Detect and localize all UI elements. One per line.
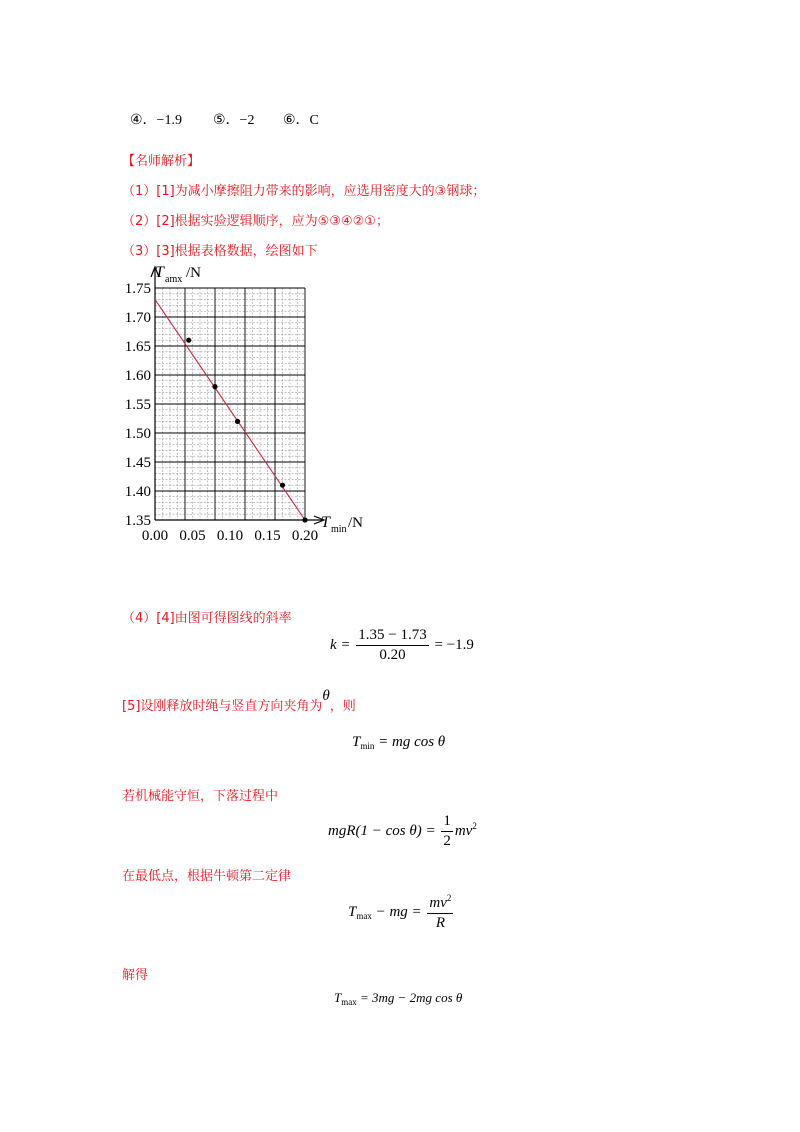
y-tick-label: 1.75: [124, 281, 151, 297]
analysis-paragraph-1: （1）[1]为减小摩擦阻力带来的影响，应选用密度大的③钢球；: [122, 184, 486, 199]
analysis-paragraph-7: 在最低点，根据牛顿第二定律: [122, 869, 292, 884]
newton-exponent: 2: [446, 893, 452, 903]
result-tmax-symbol: T: [334, 990, 342, 1005]
y-tick-label: 1.50: [124, 426, 151, 442]
answer-6: ⑥．C: [283, 113, 319, 128]
tmin-rhs: = mg cos θ: [378, 734, 446, 750]
newton-denominator: R: [435, 915, 445, 931]
newton-equation: [348, 893, 455, 932]
analysis-paragraph-6: 若机械能守恒，下落过程中: [122, 789, 279, 804]
tension-scatter-chart: [100, 255, 400, 555]
slope-denominator: 0.20: [379, 647, 406, 663]
energy-numerator: 1: [441, 813, 453, 832]
newton-numerator-text: mv: [429, 895, 447, 911]
y-tick-label: 1.40: [124, 484, 151, 500]
x-tick-label: 0.15: [254, 528, 281, 544]
y-tick-label: 1.55: [124, 397, 151, 413]
data-point: [212, 384, 217, 389]
tmin-equation: [352, 734, 445, 751]
y-axis-title-var: T: [155, 264, 164, 281]
data-point: [235, 419, 240, 424]
result-equation: [334, 990, 462, 1007]
newton-tmax-subscript: max: [356, 910, 372, 921]
slope-fraction: [356, 627, 428, 664]
analysis-paragraph-3: （3）[3]根据表格数据，绘图如下: [122, 244, 318, 259]
newton-numerator: [427, 893, 453, 914]
tmin-symbol: T: [352, 734, 361, 750]
energy-lhs: mgR(1 − cos θ) =: [328, 822, 436, 839]
newton-fraction: [427, 893, 453, 932]
x-tick-label: 0.10: [216, 528, 244, 544]
y-tick-label: 1.35: [124, 513, 151, 529]
y-tick-labels: [125, 281, 151, 529]
analysis-header: 【名师解析】: [122, 154, 201, 169]
analysis-paragraph-4: （4）[4]由图可得图线的斜率: [122, 611, 292, 626]
x-tick-label: 0.00: [141, 528, 169, 544]
theta-symbol: θ: [322, 688, 330, 704]
energy-exponent: 2: [472, 820, 477, 831]
data-point: [302, 517, 307, 522]
analysis-paragraph-5: [122, 688, 356, 715]
paragraph-5-comma: ，则: [329, 699, 356, 714]
energy-equation: [328, 813, 477, 850]
data-point: [186, 338, 191, 343]
tmin-subscript: min: [360, 741, 375, 751]
result-tmax-subscript: max: [341, 997, 357, 1007]
y-tick-label: 1.70: [124, 310, 151, 326]
paragraph-5-text: [5]设刚释放时绳与竖直方向夹角为: [122, 699, 323, 714]
data-point: [280, 483, 285, 488]
analysis-paragraph-2: （2）[2]根据实验逻辑顺序，应为⑤③④②①；: [122, 214, 389, 229]
x-tick-label: 0.20: [291, 528, 319, 544]
energy-denominator: 2: [443, 833, 451, 849]
data-points-group: [186, 338, 307, 523]
slope-lhs: k =: [330, 636, 351, 653]
analysis-paragraph-8: 解得: [122, 968, 149, 983]
answer-5: ⑤．−2: [213, 113, 255, 128]
energy-fraction: [441, 813, 453, 850]
y-tick-label: 1.45: [124, 455, 151, 471]
x-tick-label: 0.05: [179, 528, 206, 544]
x-axis-title-var: T: [321, 514, 330, 531]
x-axis-title-unit: /N: [348, 515, 363, 531]
x-axis-title-sub: min: [331, 524, 347, 535]
y-tick-label: 1.60: [124, 368, 151, 384]
y-axis-title-unit: /N: [186, 265, 201, 281]
slope-equation: [330, 627, 474, 664]
x-tick-labels: [142, 528, 318, 544]
result-rhs: = 3mg − 2mg cos θ: [359, 990, 463, 1005]
y-axis-title-sub: amx: [165, 274, 183, 285]
newton-tmax-symbol: T: [348, 903, 357, 920]
energy-mv: mv: [454, 822, 473, 839]
slope-numerator: 1.35 − 1.73: [356, 627, 428, 646]
answer-4: ④．−1.9: [130, 113, 182, 128]
newton-mid: − mg =: [375, 903, 422, 920]
y-tick-label: 1.65: [124, 339, 151, 355]
slope-rhs: = −1.9: [434, 636, 474, 653]
